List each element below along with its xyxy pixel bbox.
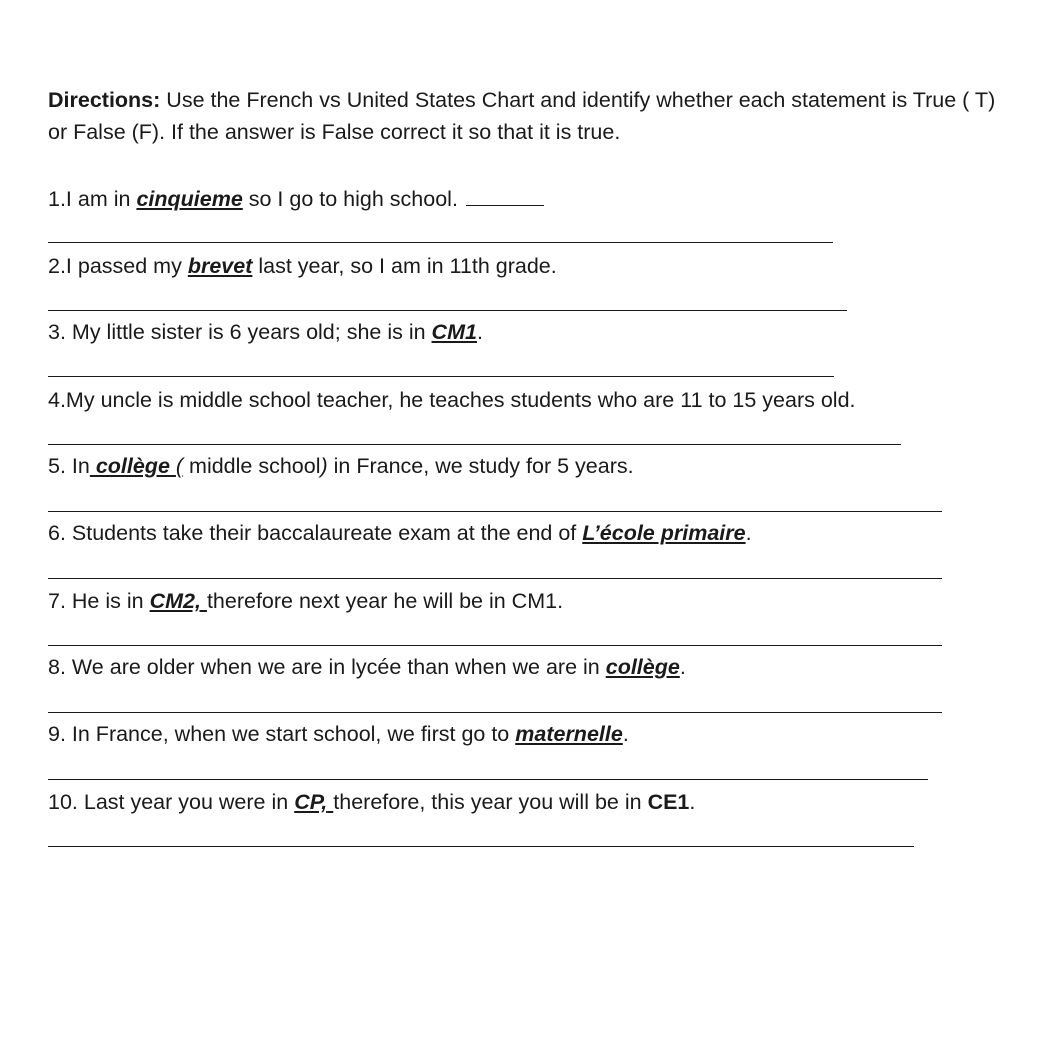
statement-text: ) bbox=[320, 454, 328, 478]
keyword: CM1 bbox=[431, 320, 477, 344]
answer-line-10[interactable] bbox=[48, 846, 914, 847]
statement-text: 3. My little sister is 6 years old; she is in bbox=[48, 320, 432, 344]
keyword: cinquieme bbox=[136, 187, 243, 211]
statement-text: 1.I am in bbox=[48, 187, 137, 211]
statement-text: . bbox=[745, 521, 752, 545]
statement-text: 7. He is in bbox=[48, 589, 150, 613]
answer-line-9[interactable] bbox=[48, 779, 928, 780]
answer-line-4[interactable] bbox=[48, 444, 901, 445]
directions bbox=[48, 84, 1018, 148]
keyword: collège bbox=[89, 454, 176, 478]
bold-term: CE1 bbox=[647, 790, 690, 814]
statement-text: . bbox=[476, 320, 483, 344]
statement-10 bbox=[48, 788, 695, 816]
keyword: brevet bbox=[187, 254, 253, 278]
answer-line-5[interactable] bbox=[48, 511, 942, 512]
statement-4 bbox=[48, 386, 856, 414]
true-false-blank[interactable] bbox=[466, 185, 544, 206]
statement-8 bbox=[48, 653, 686, 681]
statement-text: last year, so I am in 11th grade. bbox=[252, 254, 557, 278]
keyword: collège bbox=[605, 655, 680, 679]
answer-line-6[interactable] bbox=[48, 578, 942, 579]
statement-text: 2.I passed my bbox=[48, 254, 188, 278]
statement-text: 10. Last year you were in bbox=[48, 790, 295, 814]
statement-1 bbox=[48, 185, 544, 213]
keyword: L’école primaire bbox=[582, 521, 746, 545]
keyword: CP, bbox=[294, 790, 328, 814]
statement-5 bbox=[48, 452, 634, 480]
statement-text: . bbox=[622, 722, 629, 746]
statement-7 bbox=[48, 587, 563, 615]
statement-6 bbox=[48, 519, 752, 547]
answer-line-1[interactable] bbox=[48, 242, 833, 243]
directions-label: Directions: bbox=[48, 88, 161, 112]
keyword: maternelle bbox=[515, 722, 623, 746]
statement-text: 4.My uncle is middle school teacher, he teaches students who are 11 to 15 years old. bbox=[48, 388, 856, 412]
statement-text: 6. Students take their baccalaureate exam at the end of bbox=[48, 521, 583, 545]
statement-2 bbox=[48, 252, 557, 280]
statement-text: middle school bbox=[183, 454, 321, 478]
directions-text: Use the French vs United States Chart and identify whether each statement is True ( T) or False (F). If the answer is False correct it so that it is true. bbox=[48, 88, 996, 144]
answer-line-7[interactable] bbox=[48, 645, 942, 646]
statement-text: so I go to high school. bbox=[242, 187, 458, 211]
statement-text: 8. We are older when we are in lycée than when we are in bbox=[48, 655, 606, 679]
statement-text: therefore, this year you will be in bbox=[333, 790, 648, 814]
keyword-paren: ( bbox=[175, 454, 184, 478]
statement-text: . bbox=[679, 655, 686, 679]
answer-line-2[interactable] bbox=[48, 310, 847, 311]
answer-line-8[interactable] bbox=[48, 712, 942, 713]
keyword: CM2, bbox=[149, 589, 201, 613]
statement-text: . bbox=[689, 790, 696, 814]
statement-3 bbox=[48, 318, 483, 346]
statement-text: 5. In bbox=[48, 454, 90, 478]
statement-9 bbox=[48, 720, 629, 748]
statement-text: in France, we study for 5 years. bbox=[327, 454, 634, 478]
statement-text: 9. In France, when we start school, we first go to bbox=[48, 722, 516, 746]
answer-line-3[interactable] bbox=[48, 376, 834, 377]
statement-text: therefore next year he will be in CM1. bbox=[206, 589, 564, 613]
